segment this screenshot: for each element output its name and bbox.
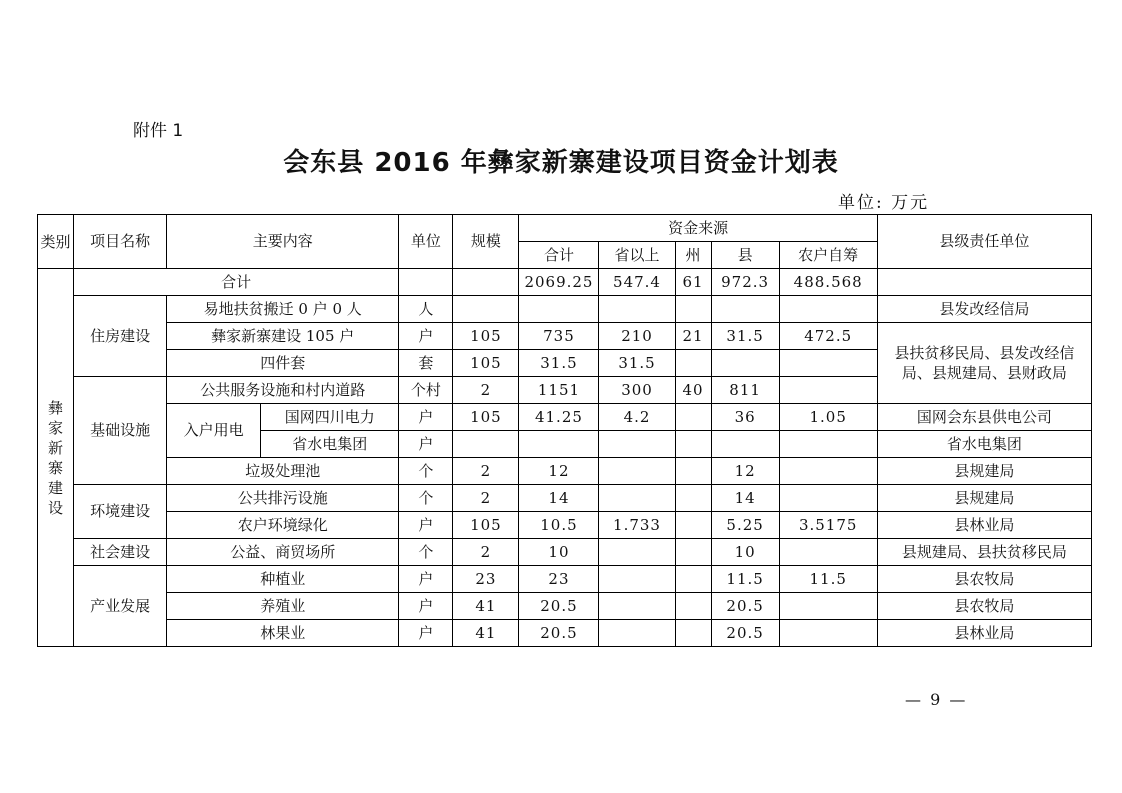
row-unit: 户 [399,566,453,593]
row-content: 省水电集团 [261,431,399,458]
row-province: 31.5 [599,350,675,377]
total-scale [453,269,519,296]
row-unit: 人 [399,296,453,323]
unit-label: 单位: 万元 [838,193,930,213]
row-province: 4.2 [599,404,675,431]
row-unit: 个 [399,485,453,512]
row-scale: 41 [453,593,519,620]
table-row [38,323,1092,350]
row-province [599,431,675,458]
row-scale: 105 [453,404,519,431]
row-total: 10 [519,539,599,566]
row-total: 14 [519,485,599,512]
row-self-raised [779,350,877,377]
row-self-raised [779,458,877,485]
row-total [519,431,599,458]
row-county: 14 [711,485,779,512]
row-prefecture [675,404,711,431]
row-unit: 户 [399,404,453,431]
row-province: 210 [599,323,675,350]
total-label: 合计 [74,269,399,296]
page-number: — 9 — [905,690,968,709]
row-unit: 户 [399,512,453,539]
row-total: 23 [519,566,599,593]
header-project-name: 项目名称 [74,215,167,269]
row-responsible: 县发改经信局 [877,296,1091,323]
header-responsible: 县级责任单位 [877,215,1091,269]
row-prefecture [675,593,711,620]
category-name: 彝家新寨建设 [48,398,64,517]
row-county: 811 [711,377,779,404]
row-county: 11.5 [711,566,779,593]
row-scale: 2 [453,485,519,512]
header-county: 县 [711,242,779,269]
table-row [38,458,1092,485]
row-self-raised: 11.5 [779,566,877,593]
header-category: 类别 [38,215,74,269]
row-scale: 2 [453,539,519,566]
row-responsible: 县林业局 [877,620,1091,647]
row-county: 12 [711,458,779,485]
table-row [38,593,1092,620]
row-county: 5.25 [711,512,779,539]
row-total: 20.5 [519,593,599,620]
total-unit [399,269,453,296]
row-province [599,539,675,566]
row-county [711,296,779,323]
row-county: 20.5 [711,593,779,620]
row-total: 41.25 [519,404,599,431]
header-row-1 [38,215,1092,242]
row-content: 垃圾处理池 [167,458,399,485]
row-prefecture [675,485,711,512]
row-self-raised [779,377,877,404]
total-responsible [877,269,1091,296]
table-row [38,485,1092,512]
header-self-raised: 农户自筹 [779,242,877,269]
header-scale: 规模 [453,215,519,269]
row-prefecture: 40 [675,377,711,404]
row-content: 国网四川电力 [261,404,399,431]
row-prefecture: 21 [675,323,711,350]
fund-plan-table [37,214,1092,647]
row-unit: 户 [399,620,453,647]
row-total: 1151 [519,377,599,404]
row-prefecture [675,620,711,647]
group-environment: 环境建设 [74,485,167,539]
row-province [599,620,675,647]
row-county [711,350,779,377]
row-county: 20.5 [711,620,779,647]
table-row [38,404,1092,431]
row-prefecture [675,431,711,458]
row-responsible: 县规建局 [877,458,1091,485]
row-responsible: 县农牧局 [877,593,1091,620]
row-self-raised [779,620,877,647]
row-total: 20.5 [519,620,599,647]
row-unit: 户 [399,323,453,350]
row-total: 31.5 [519,350,599,377]
row-unit: 个 [399,458,453,485]
row-prefecture [675,350,711,377]
row-self-raised: 472.5 [779,323,877,350]
total-row [38,269,1092,296]
table-row [38,566,1092,593]
row-content: 公益、商贸场所 [167,539,399,566]
row-self-raised [779,593,877,620]
row-self-raised [779,485,877,512]
sub-power: 入户用电 [167,404,261,458]
row-self-raised [779,296,877,323]
row-county [711,431,779,458]
header-fund-source: 资金来源 [519,215,877,242]
row-content: 易地扶贫搬迁 0 户 0 人 [167,296,399,323]
row-responsible: 县规建局 [877,485,1091,512]
row-responsible: 县农牧局 [877,566,1091,593]
row-content: 种植业 [167,566,399,593]
group-housing: 住房建设 [74,296,167,377]
row-responsible: 县规建局、县扶贫移民局 [877,539,1091,566]
row-unit: 个村 [399,377,453,404]
row-scale: 105 [453,350,519,377]
header-total: 合计 [519,242,599,269]
row-province: 1.733 [599,512,675,539]
row-content: 彝家新寨建设 105 户 [167,323,399,350]
table-row [38,539,1092,566]
row-self-raised [779,539,877,566]
total-sum: 2069.25 [519,269,599,296]
row-county: 10 [711,539,779,566]
row-unit: 套 [399,350,453,377]
row-scale: 2 [453,377,519,404]
total-county: 972.3 [711,269,779,296]
row-prefecture [675,458,711,485]
group-social: 社会建设 [74,539,167,566]
row-prefecture [675,566,711,593]
row-province [599,296,675,323]
row-content: 林果业 [167,620,399,647]
row-total [519,296,599,323]
row-responsible: 县林业局 [877,512,1091,539]
total-prefecture: 61 [675,269,711,296]
row-unit: 个 [399,539,453,566]
attachment-label: 附件 1 [133,121,184,141]
row-scale: 41 [453,620,519,647]
row-responsible: 省水电集团 [877,431,1091,458]
row-self-raised: 3.5175 [779,512,877,539]
row-total: 12 [519,458,599,485]
row-province [599,566,675,593]
header-main-content: 主要内容 [167,215,399,269]
row-scale: 105 [453,512,519,539]
table-row [38,512,1092,539]
row-scale: 23 [453,566,519,593]
row-content: 养殖业 [167,593,399,620]
page-title: 会东县 2016 年彝家新寨建设项目资金计划表 [283,148,839,178]
row-prefecture [675,512,711,539]
row-scale: 105 [453,323,519,350]
header-unit: 单位 [399,215,453,269]
row-unit: 户 [399,431,453,458]
total-self-raised: 488.568 [779,269,877,296]
row-province [599,485,675,512]
row-prefecture [675,296,711,323]
row-scale: 2 [453,458,519,485]
row-content: 四件套 [167,350,399,377]
group-infra: 基础设施 [74,377,167,485]
total-province: 547.4 [599,269,675,296]
row-province: 300 [599,377,675,404]
row-unit: 户 [399,593,453,620]
row-total: 10.5 [519,512,599,539]
row-county: 36 [711,404,779,431]
row-scale [453,296,519,323]
table-row [38,296,1092,323]
row-self-raised: 1.05 [779,404,877,431]
row-responsible: 县扶贫移民局、县发改经信局、县规建局、县财政局 [877,323,1091,404]
row-content: 公共排污设施 [167,485,399,512]
row-total: 735 [519,323,599,350]
row-content: 公共服务设施和村内道路 [167,377,399,404]
header-province: 省以上 [599,242,675,269]
group-industry: 产业发展 [74,566,167,647]
row-county: 31.5 [711,323,779,350]
row-self-raised [779,431,877,458]
row-province [599,593,675,620]
row-prefecture [675,539,711,566]
category-cell [38,269,74,647]
row-scale [453,431,519,458]
table-row [38,620,1092,647]
row-content: 农户环境绿化 [167,512,399,539]
header-prefecture: 州 [675,242,711,269]
row-province [599,458,675,485]
row-responsible: 国网会东县供电公司 [877,404,1091,431]
